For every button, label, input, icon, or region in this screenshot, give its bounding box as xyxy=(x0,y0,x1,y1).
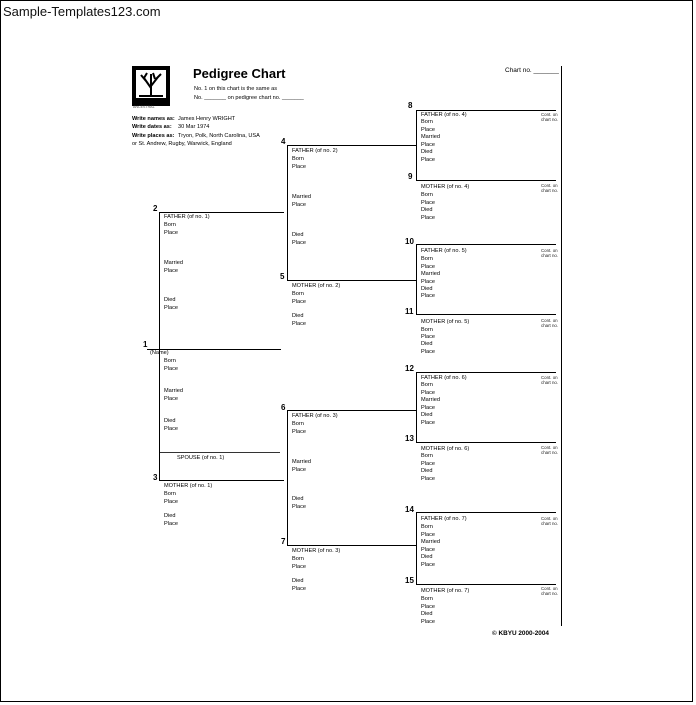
person-12-number: 12 xyxy=(405,364,414,373)
person-12-cont: Cont. on chart no. xyxy=(541,375,559,385)
person-9-cont: Cont. on chart no. xyxy=(541,183,559,193)
person-4-born: Born xyxy=(292,156,304,162)
person-8-died-place: Place xyxy=(421,157,435,163)
person-14-place: Place xyxy=(421,532,435,538)
person-14-died: Died xyxy=(421,554,433,560)
person-15-cont: Cont. on chart no. xyxy=(541,586,559,596)
person-10-married: Married xyxy=(421,271,440,277)
spouse-label: SPOUSE (of no. 1) xyxy=(177,455,225,461)
write-dates-value: 30 Mar 1974 xyxy=(178,124,210,130)
person-13-cont: Cont. on chart no. xyxy=(541,445,559,455)
person-3-line xyxy=(159,480,284,481)
person-14-cont: Cont. on chart no. xyxy=(541,516,559,526)
bracket-4-5 xyxy=(287,145,288,280)
person-8-married-place: Place xyxy=(421,142,435,148)
person-11-died-place: Place xyxy=(421,349,435,355)
same-as-line1: No. 1 on this chart is the same as xyxy=(194,86,278,92)
bracket-2-3 xyxy=(159,212,160,480)
person-9-died-place: Place xyxy=(421,215,435,221)
person-9-place: Place xyxy=(421,200,435,206)
person-14-born: Born xyxy=(421,524,433,530)
person-6-born: Born xyxy=(292,421,304,427)
person-1-label: (Name) xyxy=(150,350,169,356)
tree-logo xyxy=(132,66,170,106)
person-3-place: Place xyxy=(164,499,178,505)
person-2-place: Place xyxy=(164,230,178,236)
person-8-number: 8 xyxy=(408,101,413,110)
person-10-cont: Cont. on chart no. xyxy=(541,248,559,258)
person-5-line xyxy=(287,280,417,281)
person-15-label: MOTHER (of no. 7) xyxy=(421,588,470,594)
person-9-line xyxy=(416,180,556,181)
page-title: Pedigree Chart xyxy=(193,66,286,81)
person-5-label: MOTHER (of no. 2) xyxy=(292,283,341,289)
logo-caption: ANCESTRAL xyxy=(133,105,155,109)
person-15-place: Place xyxy=(421,604,435,610)
person-14-line xyxy=(416,512,556,513)
person-8-place: Place xyxy=(421,127,435,133)
person-13-place: Place xyxy=(421,461,435,467)
person-6-number: 6 xyxy=(281,403,286,412)
person-1-died: Died xyxy=(164,418,176,424)
person-7-died: Died xyxy=(292,578,304,584)
person-1-place: Place xyxy=(164,366,178,372)
person-8-line xyxy=(416,110,556,111)
person-12-married-place: Place xyxy=(421,405,435,411)
person-10-place: Place xyxy=(421,264,435,270)
person-2-married-place: Place xyxy=(164,268,178,274)
person-12-died-place: Place xyxy=(421,420,435,426)
person-5-born: Born xyxy=(292,291,304,297)
person-14-married-place: Place xyxy=(421,547,435,553)
person-14-label: FATHER (of no. 7) xyxy=(421,516,467,522)
person-2-born: Born xyxy=(164,222,176,228)
copyright: © KBYU 2000-2004 xyxy=(492,630,549,637)
person-13-label: MOTHER (of no. 6) xyxy=(421,446,470,452)
person-2-died: Died xyxy=(164,297,176,303)
person-4-died: Died xyxy=(292,232,304,238)
person-10-born: Born xyxy=(421,256,433,262)
write-names-value: James Henry WRIGHT xyxy=(178,116,236,122)
person-9-number: 9 xyxy=(408,172,413,181)
person-10-label: FATHER (of no. 5) xyxy=(421,248,467,254)
person-12-married: Married xyxy=(421,397,440,403)
person-14-married: Married xyxy=(421,539,440,545)
person-2-married: Married xyxy=(164,260,183,266)
person-3-died: Died xyxy=(164,513,176,519)
person-13-number: 13 xyxy=(405,434,414,443)
person-12-place: Place xyxy=(421,390,435,396)
bracket-14-15 xyxy=(416,512,417,584)
person-14-number: 14 xyxy=(405,505,414,514)
person-8-born: Born xyxy=(421,119,433,125)
person-6-label: FATHER (of no. 3) xyxy=(292,413,338,419)
person-8-died: Died xyxy=(421,149,433,155)
person-11-place: Place xyxy=(421,334,435,340)
tree-logo-icon xyxy=(132,66,170,106)
person-4-label: FATHER (of no. 2) xyxy=(292,148,338,154)
person-6-died: Died xyxy=(292,496,304,502)
person-5-number: 5 xyxy=(280,272,285,281)
write-places-label: Write places as: xyxy=(132,133,175,139)
person-3-number: 3 xyxy=(153,473,158,482)
person-13-died-place: Place xyxy=(421,476,435,482)
person-4-married-place: Place xyxy=(292,202,306,208)
person-7-label: MOTHER (of no. 3) xyxy=(292,548,341,554)
person-1-born: Born xyxy=(164,358,176,364)
person-12-label: FATHER (of no. 6) xyxy=(421,375,467,381)
person-11-line xyxy=(416,314,556,315)
person-5-died: Died xyxy=(292,313,304,319)
person-7-died-place: Place xyxy=(292,586,306,592)
person-7-line xyxy=(287,545,417,546)
person-4-line xyxy=(287,145,417,146)
chart-no: Chart no. _______ xyxy=(505,67,559,74)
person-10-died-place: Place xyxy=(421,293,435,299)
bracket-10-11 xyxy=(416,244,417,314)
person-2-line xyxy=(159,212,284,213)
same-as-line2: No. _______ on pedigree chart no. _______ xyxy=(194,95,304,101)
person-13-born: Born xyxy=(421,453,433,459)
person-7-born: Born xyxy=(292,556,304,562)
person-4-died-place: Place xyxy=(292,240,306,246)
person-15-number: 15 xyxy=(405,576,414,585)
person-12-died: Died xyxy=(421,412,433,418)
person-10-line xyxy=(416,244,556,245)
person-1-married: Married xyxy=(164,388,183,394)
person-1-married-place: Place xyxy=(164,396,178,402)
write-places-value: Tryon, Polk, North Carolina, USA xyxy=(178,133,260,139)
person-3-born: Born xyxy=(164,491,176,497)
write-places-value2: or St. Andrew, Rugby, Warwick, England xyxy=(132,141,232,147)
person-15-died-place: Place xyxy=(421,619,435,625)
person-6-married-place: Place xyxy=(292,467,306,473)
person-10-died: Died xyxy=(421,286,433,292)
person-14-died-place: Place xyxy=(421,562,435,568)
person-3-label: MOTHER (of no. 1) xyxy=(164,483,213,489)
person-11-cont: Cont. on chart no. xyxy=(541,318,559,328)
person-4-place: Place xyxy=(292,164,306,170)
person-2-number: 2 xyxy=(153,204,158,213)
person-7-place: Place xyxy=(292,564,306,570)
person-12-born: Born xyxy=(421,382,433,388)
person-6-died-place: Place xyxy=(292,504,306,510)
bracket-12-13 xyxy=(416,372,417,442)
person-9-born: Born xyxy=(421,192,433,198)
person-10-number: 10 xyxy=(405,237,414,246)
person-1-number: 1 xyxy=(143,340,148,349)
bracket-6-7 xyxy=(287,410,288,545)
person-2-label: FATHER (of no. 1) xyxy=(164,214,210,220)
person-9-died: Died xyxy=(421,207,433,213)
right-margin-line xyxy=(561,66,562,626)
person-13-line xyxy=(416,442,556,443)
person-7-number: 7 xyxy=(281,537,286,546)
person-15-died: Died xyxy=(421,611,433,617)
person-5-place: Place xyxy=(292,299,306,305)
person-15-born: Born xyxy=(421,596,433,602)
person-6-line xyxy=(287,410,417,411)
person-2-died-place: Place xyxy=(164,305,178,311)
person-8-label: FATHER (of no. 4) xyxy=(421,112,467,118)
person-11-died: Died xyxy=(421,341,433,347)
person-11-label: MOTHER (of no. 5) xyxy=(421,319,470,325)
person-10-married-place: Place xyxy=(421,279,435,285)
person-13-died: Died xyxy=(421,468,433,474)
person-8-married: Married xyxy=(421,134,440,140)
person-3-died-place: Place xyxy=(164,521,178,527)
person-5-died-place: Place xyxy=(292,321,306,327)
person-11-born: Born xyxy=(421,327,433,333)
write-names-label: Write names as: xyxy=(132,116,175,122)
bracket-8-9 xyxy=(416,110,417,180)
person-4-number: 4 xyxy=(281,137,286,146)
spouse-line xyxy=(160,452,280,453)
person-4-married: Married xyxy=(292,194,311,200)
person-15-line xyxy=(416,584,556,585)
person-9-label: MOTHER (of no. 4) xyxy=(421,184,470,190)
person-6-married: Married xyxy=(292,459,311,465)
person-11-number: 11 xyxy=(405,307,414,316)
site-watermark: Sample-Templates123.com xyxy=(3,4,161,19)
person-1-died-place: Place xyxy=(164,426,178,432)
person-6-place: Place xyxy=(292,429,306,435)
person-12-line xyxy=(416,372,556,373)
person-8-cont: Cont. on chart no. xyxy=(541,112,559,122)
write-dates-label: Write dates as: xyxy=(132,124,172,130)
